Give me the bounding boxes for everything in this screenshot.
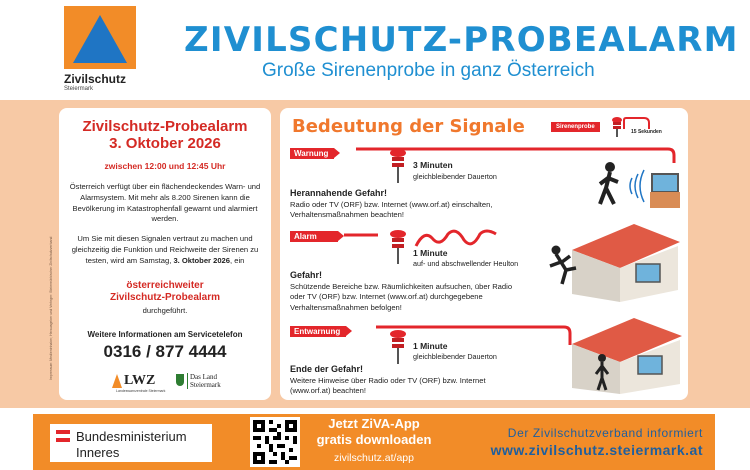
signal-heading: Gefahr! (290, 270, 323, 280)
siren-icon (388, 329, 408, 365)
event-time: zwischen 12:00 und 12:45 Uhr (104, 161, 226, 171)
crest-icon (176, 374, 184, 386)
signal-heading: Herannahende Gefahr! (290, 188, 388, 198)
event-title: Zivilschutz-Probealarm (82, 118, 248, 135)
tone-curve-icon (622, 116, 652, 130)
land-steiermark-logo: Das Land Steiermark (176, 372, 226, 396)
alarm-arrow-line (344, 232, 380, 238)
austria-flag-icon (56, 430, 70, 442)
alarm-wave-tone (414, 228, 498, 250)
signal-duration: 1 Minute (413, 248, 448, 258)
logo-sub: Steiermark (64, 86, 94, 92)
conducted-text: durchgeführt. (142, 306, 188, 315)
signal-instructions: Schützende Bereiche bzw. Räumlichkeiten aufsuchen, über Radio oder TV (ORF) bzw. Internet (www.orf.at) durchgegebene Verhaltensmaßnahmen befolgen! (290, 282, 513, 312)
page-title: ZIVILSCHUTZ-PROBEALARM (184, 20, 739, 60)
imprint-note: Impressum: Medieninhaber, Herausgeber und Verleger: Steiermärkischer Zivilschutzverband (49, 236, 53, 380)
legend-duration: 15 Sekunden (631, 129, 662, 135)
test-paragraph: Um Sie mit diesen Signalen vertraut zu machen und gleichzeitig die Funktion und Reichweite der Sirenen zu testen, wird am Samstag, 3. Oktober 2026, ein (71, 234, 259, 265)
signals-title: Bedeutung der Signale (292, 116, 525, 137)
lwz-triangle-icon (112, 374, 122, 388)
signal-tag-warnung: Warnung (290, 148, 334, 159)
qr-code-icon[interactable] (250, 417, 300, 467)
signal-tag-alarm: Alarm (290, 231, 338, 242)
verband-tagline: Der Zivilschutzverband informiert (507, 426, 703, 440)
siren-icon (388, 229, 408, 265)
signal-duration: 3 Minuten (413, 160, 453, 170)
legend-tag: Sirenenprobe (551, 122, 600, 132)
app-link[interactable]: zivilschutz.at/app (334, 452, 414, 464)
house-allclear-illustration (562, 316, 684, 394)
intro-paragraph: Österreich verfügt über ein flächendeckendes Warn- und Alarmsystem. Mit mehr als 8.200 Sirenen kann die Bevölkerung im Katastrophenfall gewarnt und alarmiert werden. (69, 182, 261, 224)
signal-duration: 1 Minute (413, 341, 448, 351)
event-date: 3. Oktober 2026 (109, 135, 221, 152)
logo-name: Zivilschutz (64, 72, 127, 86)
signal-description: gleichbleibender Dauerton (413, 352, 497, 361)
footer-bar (33, 414, 715, 470)
service-phone[interactable]: 0316 / 877 4444 (103, 342, 227, 361)
highlight-text: österreichweiter Zivilschutz-Probealarm (109, 280, 221, 303)
signal-description: auf- und abschwellender Heulton (413, 259, 519, 268)
signal-description: gleichbleibender Dauerton (413, 172, 497, 181)
info-panel (59, 108, 271, 400)
website-link[interactable]: www.zivilschutz.steiermark.at (490, 442, 703, 458)
app-promo-line2: gratis downloaden (316, 432, 432, 447)
signal-heading: Ende der Gefahr! (290, 364, 364, 374)
lwz-logo: LWZ Landeswarnzentrale Steiermark (112, 372, 170, 396)
zivilschutz-logo (64, 6, 136, 92)
siren-icon (388, 148, 408, 184)
service-info-label: Weitere Informationen am Servicetelefon (87, 330, 243, 339)
signal-instructions: Radio oder TV (ORF) bzw. Internet (www.orf.at) einschalten, Verhaltensmaßnahmen beachten! (290, 200, 493, 220)
logo-triangle-icon (64, 6, 136, 69)
signal-instructions: Weitere Hinweise über Radio oder TV (ORF) bzw. Internet (www.orf.at) beachten! (290, 376, 486, 396)
page-subtitle: Große Sirenenprobe in ganz Österreich (262, 60, 595, 81)
person-tv-illustration (592, 160, 684, 208)
signal-tag-entwarnung: Entwarnung (290, 326, 346, 337)
ministry-logo: Bundesministerium Inneres (50, 424, 212, 462)
signals-panel (280, 108, 688, 400)
house-shelter-illustration (542, 220, 682, 302)
app-promo-line1: Jetzt ZiVA-App (328, 416, 420, 431)
